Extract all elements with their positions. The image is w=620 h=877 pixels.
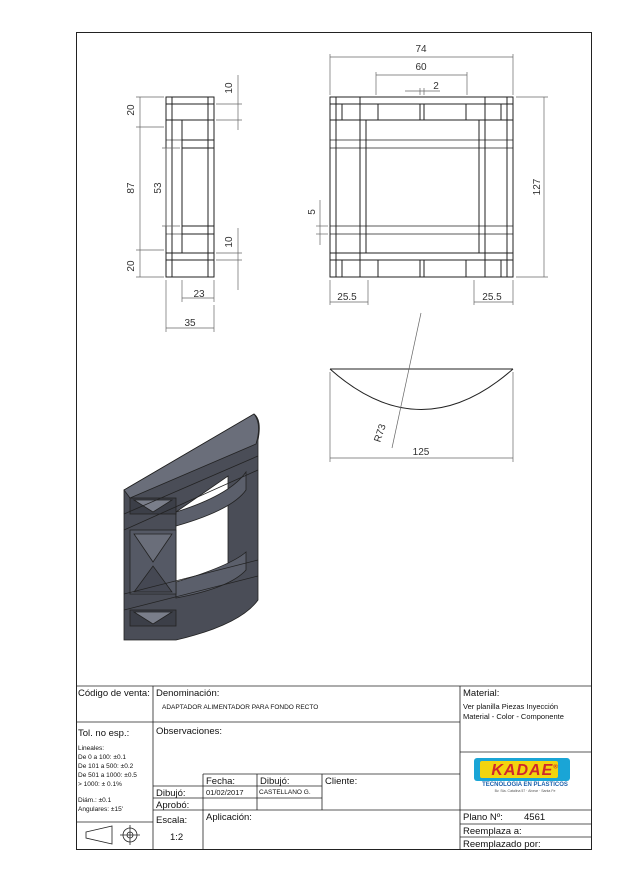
- reemplazado-label: Reemplazado por:: [463, 839, 541, 850]
- dim-20-bottom: 20: [126, 260, 137, 272]
- top-view: [330, 369, 513, 410]
- reemplaza-label: Reemplaza a:: [463, 826, 522, 837]
- top-view-dimensions: [330, 313, 513, 462]
- dim-35: 35: [184, 318, 196, 329]
- denominacion-value: ADAPTADOR ALIMENTADOR PARA FONDO RECTO: [162, 704, 319, 711]
- aplicacion-label: Aplicación:: [206, 812, 252, 823]
- kadae-logo: [466, 752, 584, 792]
- dibujo-col-label: Dibujó:: [260, 776, 290, 787]
- dim-10-bottom: 10: [224, 236, 235, 248]
- aprobo-label: Aprobó:: [156, 800, 190, 811]
- material-label: Material:: [463, 688, 500, 699]
- denominacion-label: Denominación:: [156, 688, 220, 699]
- dim-5: 5: [307, 209, 318, 215]
- fecha-label: Fecha:: [206, 776, 236, 787]
- tolerancia-1: De 0 a 100: ±0.1: [78, 754, 127, 761]
- plano-label: Plano Nº:: [463, 812, 503, 823]
- fecha-value: 01/02/2017: [206, 788, 244, 797]
- material-line2: Material - Color - Componente: [463, 712, 564, 721]
- tolerancia-2: De 101 a 500: ±0.2: [78, 763, 134, 770]
- dim-25-5-left: 25.5: [337, 292, 357, 303]
- dim-53: 53: [153, 182, 164, 194]
- dim-74: 74: [415, 44, 427, 55]
- dim-10-top: 10: [224, 82, 235, 94]
- lineales-label: Lineales:: [78, 745, 105, 752]
- dim-125: 125: [412, 447, 430, 458]
- dim-25-5-right: 25.5: [482, 292, 502, 303]
- dim-23: 23: [193, 289, 205, 300]
- material-line1: Ver planilla Piezas Inyección: [463, 702, 559, 711]
- angulares-tol: Angulares: ±15': [78, 806, 123, 813]
- logo-small-print: Bv. Sta. Catalina 57 · Alvear · Santa Fe: [494, 789, 556, 793]
- cliente-label: Cliente:: [325, 776, 358, 787]
- front-view: [330, 97, 513, 277]
- diametro-tol: Diám.: ±0.1: [78, 797, 112, 804]
- dim-87: 87: [126, 182, 137, 194]
- dibujante-value: CASTELLANO G.: [259, 789, 311, 796]
- dim-60: 60: [415, 62, 427, 73]
- escala-label: Escala:: [156, 815, 188, 826]
- escala-value: 1:2: [170, 832, 184, 843]
- logo-wordmark: KADAE®: [491, 762, 559, 779]
- logo-tagline: TECNOLOGIA EN PLASTICOS: [482, 782, 568, 788]
- plano-value: 4561: [524, 812, 546, 823]
- dim-20-top: 20: [126, 104, 137, 116]
- dim-2: 2: [433, 81, 439, 92]
- codigo-venta-label: Código de venta:: [78, 688, 150, 699]
- side-view-dimensions: [136, 75, 242, 332]
- side-view: [166, 97, 214, 277]
- observaciones-label: Observaciones:: [156, 726, 223, 737]
- dim-127: 127: [532, 178, 543, 196]
- dibujo-row-label: Dibujó:: [156, 788, 186, 799]
- tolerancia-3: De 501 a 1000: ±0.5: [78, 772, 137, 779]
- tolerancia-label: Tol. no esp.:: [78, 728, 130, 739]
- dim-r73: R73: [372, 422, 389, 444]
- tolerancia-4: > 1000: ± 0.1%: [78, 781, 122, 788]
- projection-symbol-icon: [86, 825, 140, 845]
- isometric-model: [124, 414, 259, 640]
